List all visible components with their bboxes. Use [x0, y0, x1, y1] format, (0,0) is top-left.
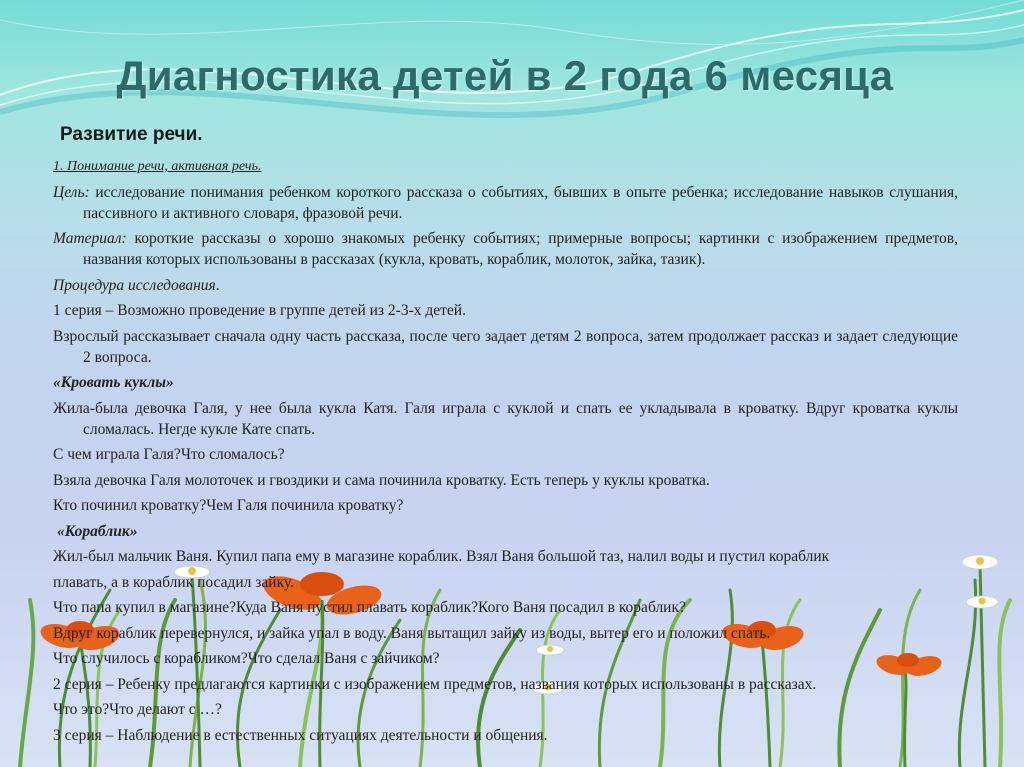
story-2-title-text: «Кораблик» [57, 522, 138, 540]
slide-title: Диагностика детей в 2 года 6 месяца [116, 52, 894, 99]
story-2-continuation: плавать, а в кораблик посадил зайку. [53, 573, 294, 591]
section-heading: Развитие речи. [60, 124, 203, 145]
goal-paragraph [53, 182, 958, 224]
material-label: Материал: [53, 230, 127, 247]
story-1-title-text: «Кровать куклы» [53, 374, 174, 391]
adult-instructions: Взрослый рассказывает сначала одну часть рассказа, после чего задает детям 2 вопроса, затем продолжает рассказ и задает следующие 2 вопроса. [53, 327, 958, 366]
story-1-text: Жила-была девочка Галя, у нее была кукла Катя. Галя играла с куклой и спать ее укладывала в кроватку. Вдруг кроватка куклы сломалась. Негде кукле Кате спать. [53, 399, 958, 438]
story-2-title [53, 521, 958, 542]
story-1-continuation: Взяла девочка Галя молоточек и гвоздики и сама починила кроватку. Есть теперь у куклы кроватка. [53, 471, 710, 489]
story-1-title [53, 372, 958, 393]
series-2: 2 серия – Ребенку предлагаются картинки с изображением предметов, названия которых использованы в рассказах. [53, 675, 817, 693]
goal-text: исследование понимания ребенком короткого рассказа о событиях, бывших в опыте ребенка; исследование навыков слушания, пассивного и активного словаря, фразовой речи. [83, 183, 958, 222]
slide-body [53, 155, 958, 750]
question-5: Что это?Что делают с …? [53, 701, 222, 718]
question-1: С чем играла Галя?Что сломалось? [53, 446, 285, 463]
question-3: Что папа купил в магазине?Куда Ваня пустил плавать кораблик?Кого Ваня посадил в кораблик? [53, 599, 686, 616]
story-2-continuation-2: Вдруг кораблик перевернулся, и зайка упал в воду. Ваня вытащил зайку из воды, вытер его и положил спать. [53, 624, 771, 642]
question-2: Кто починил кроватку?Чем Галя починила кроватку? [53, 497, 404, 514]
procedure-dot: . [215, 276, 220, 294]
procedure-label: Процедура исследования [53, 276, 216, 294]
item-heading [53, 155, 958, 177]
material-paragraph [53, 228, 958, 270]
material-text: короткие рассказы о хорошо знакомых ребенку событиях; примерные вопросы; картинки с изображением предметов, названия которых использованы в рассказах (кукла, кровать, кораблик, молоток, зайка, тазик). [83, 230, 958, 268]
goal-label: Цель: [53, 183, 90, 201]
question-4: Что случилось с корабликом?Что сделал Ваня с зайчиком? [53, 650, 440, 667]
item-1-label: 1. Понимание речи, активная речь. [53, 159, 262, 174]
series-1: 1 серия – Возможно проведение в группе детей из 2-3-х детей. [53, 302, 466, 319]
procedure-paragraph [53, 275, 958, 296]
series-3: 3 серия – Наблюдение в естественных ситуациях деятельности и общения. [53, 726, 548, 744]
story-2-text: Жил-был мальчик Ваня. Купил папа ему в магазине кораблик. Взял Ваня большой таз, налил воды и пустил кораблик [53, 548, 830, 565]
